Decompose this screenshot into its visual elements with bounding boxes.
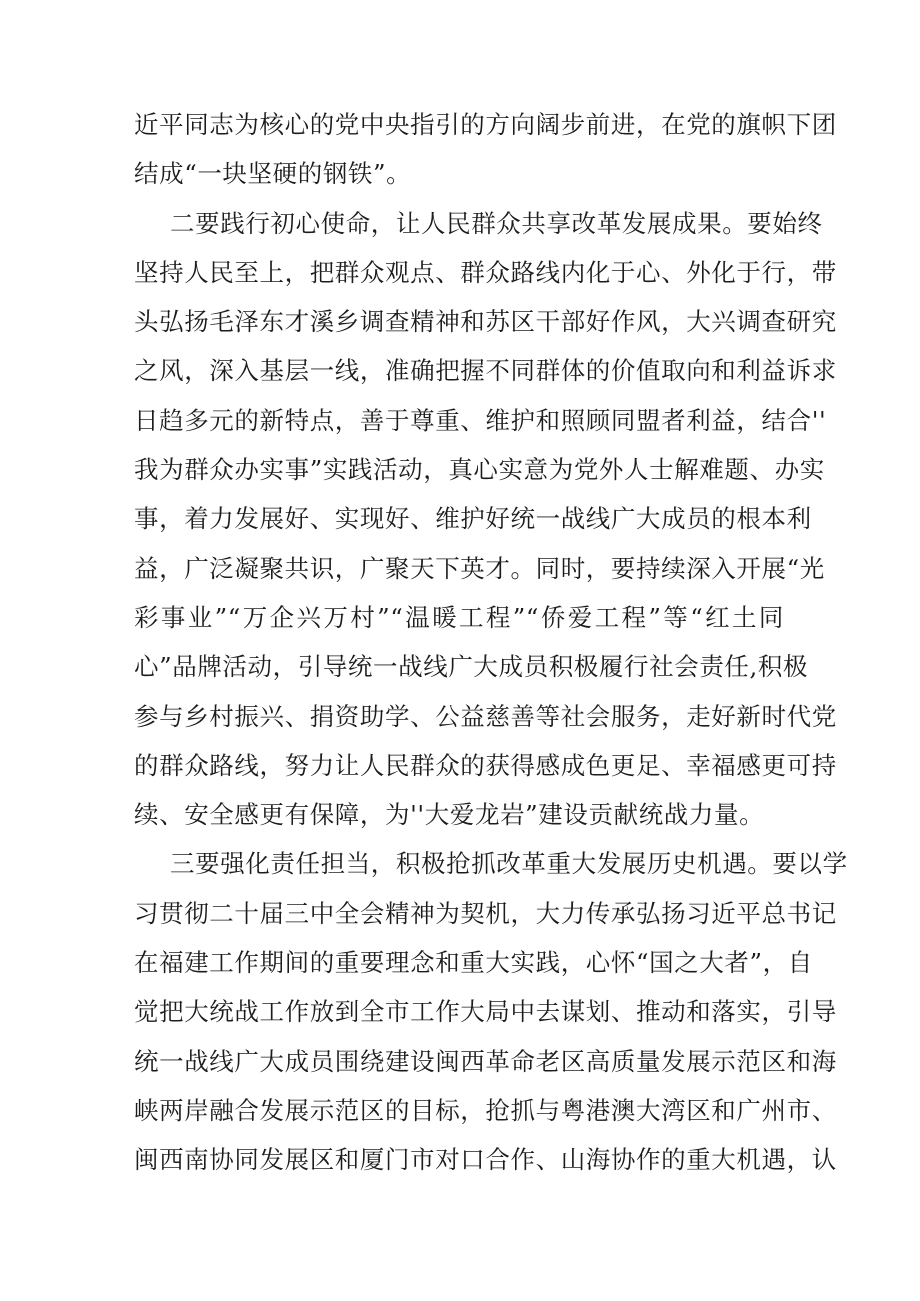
text-line: 闽西南协同发展区和厦门市对口合作、山海协作的重大机遇，认 — [134, 1145, 837, 1175]
text-line: 头弘扬毛泽东才溪乡调查精神和苏区干部好作风，大兴调查研究 — [134, 307, 837, 337]
text-line: 我为群众办实事”实践活动，真心实意为党外人士解难题、办实 — [134, 455, 825, 485]
text-line: 统一战线广大成员围绕建设闽西革命老区高质量发展示范区和海 — [134, 1046, 837, 1076]
text-line: 之风，深入基层一线，准确把握不同群体的价值取向和利益诉求 — [134, 356, 837, 386]
text-line: 益，广泛凝聚共识，广聚天下英才。同时，要持续深入开展“光 — [134, 553, 825, 583]
text-line: 的群众路线，努力让人民群众的获得感成色更足、幸福感更可持 — [134, 750, 837, 780]
text-line: 习贯彻二十届三中全会精神为契机，大力传承弘扬习近平总书记 — [134, 898, 837, 928]
paragraph-2 — [134, 199, 837, 840]
document-body — [134, 100, 848, 1185]
text-line: 结成“一块坚硬的钢铁”。 — [134, 159, 412, 189]
text-line: 觉把大统战工作放到全市工作大局中去谋划、推动和落实，引导 — [134, 997, 837, 1027]
text-line: 坚持人民至上，把群众观点、群众路线内化于心、外化于行，带 — [134, 257, 837, 287]
paragraph-3 — [134, 839, 848, 1184]
text-line: 三要强化责任担当，积极抢抓改革重大发展历史机遇。要以学 — [170, 849, 848, 879]
text-line: 续、安全感更有保障，为''大爱龙岩”建设贡献统战力量。 — [134, 800, 765, 830]
text-line: 近平同志为核心的党中央指引的方向阔步前进，在党的旗帜下团 — [134, 110, 837, 139]
paragraph-1 — [134, 100, 837, 199]
text-line: 彩事业”“万企兴万村”“温暖工程”“侨爱工程”等“红土同 — [134, 602, 784, 632]
text-line: 在福建工作期间的重要理念和重大实践，心怀“国之大者”，自 — [134, 948, 813, 978]
text-line: 心”品牌活动，引导统一战线广大成员积极履行社会责任,积极 — [134, 652, 809, 682]
text-line: 事，着力发展好、实现好、维护好统一战线广大成员的根本利 — [134, 504, 812, 534]
text-line: 峡两岸融合发展示范区的目标，抢抓与粤港澳大湾区和广州市、 — [134, 1095, 837, 1125]
text-line: 参与乡村振兴、捐资助学、公益慈善等社会服务，走好新时代党 — [134, 701, 837, 731]
text-line: 二要践行初心使命，让人民群众共享改革发展成果。要始终 — [170, 208, 823, 238]
text-line: 日趋多元的新特点，善于尊重、维护和照顾同盟者利益，结合'' — [134, 405, 827, 435]
